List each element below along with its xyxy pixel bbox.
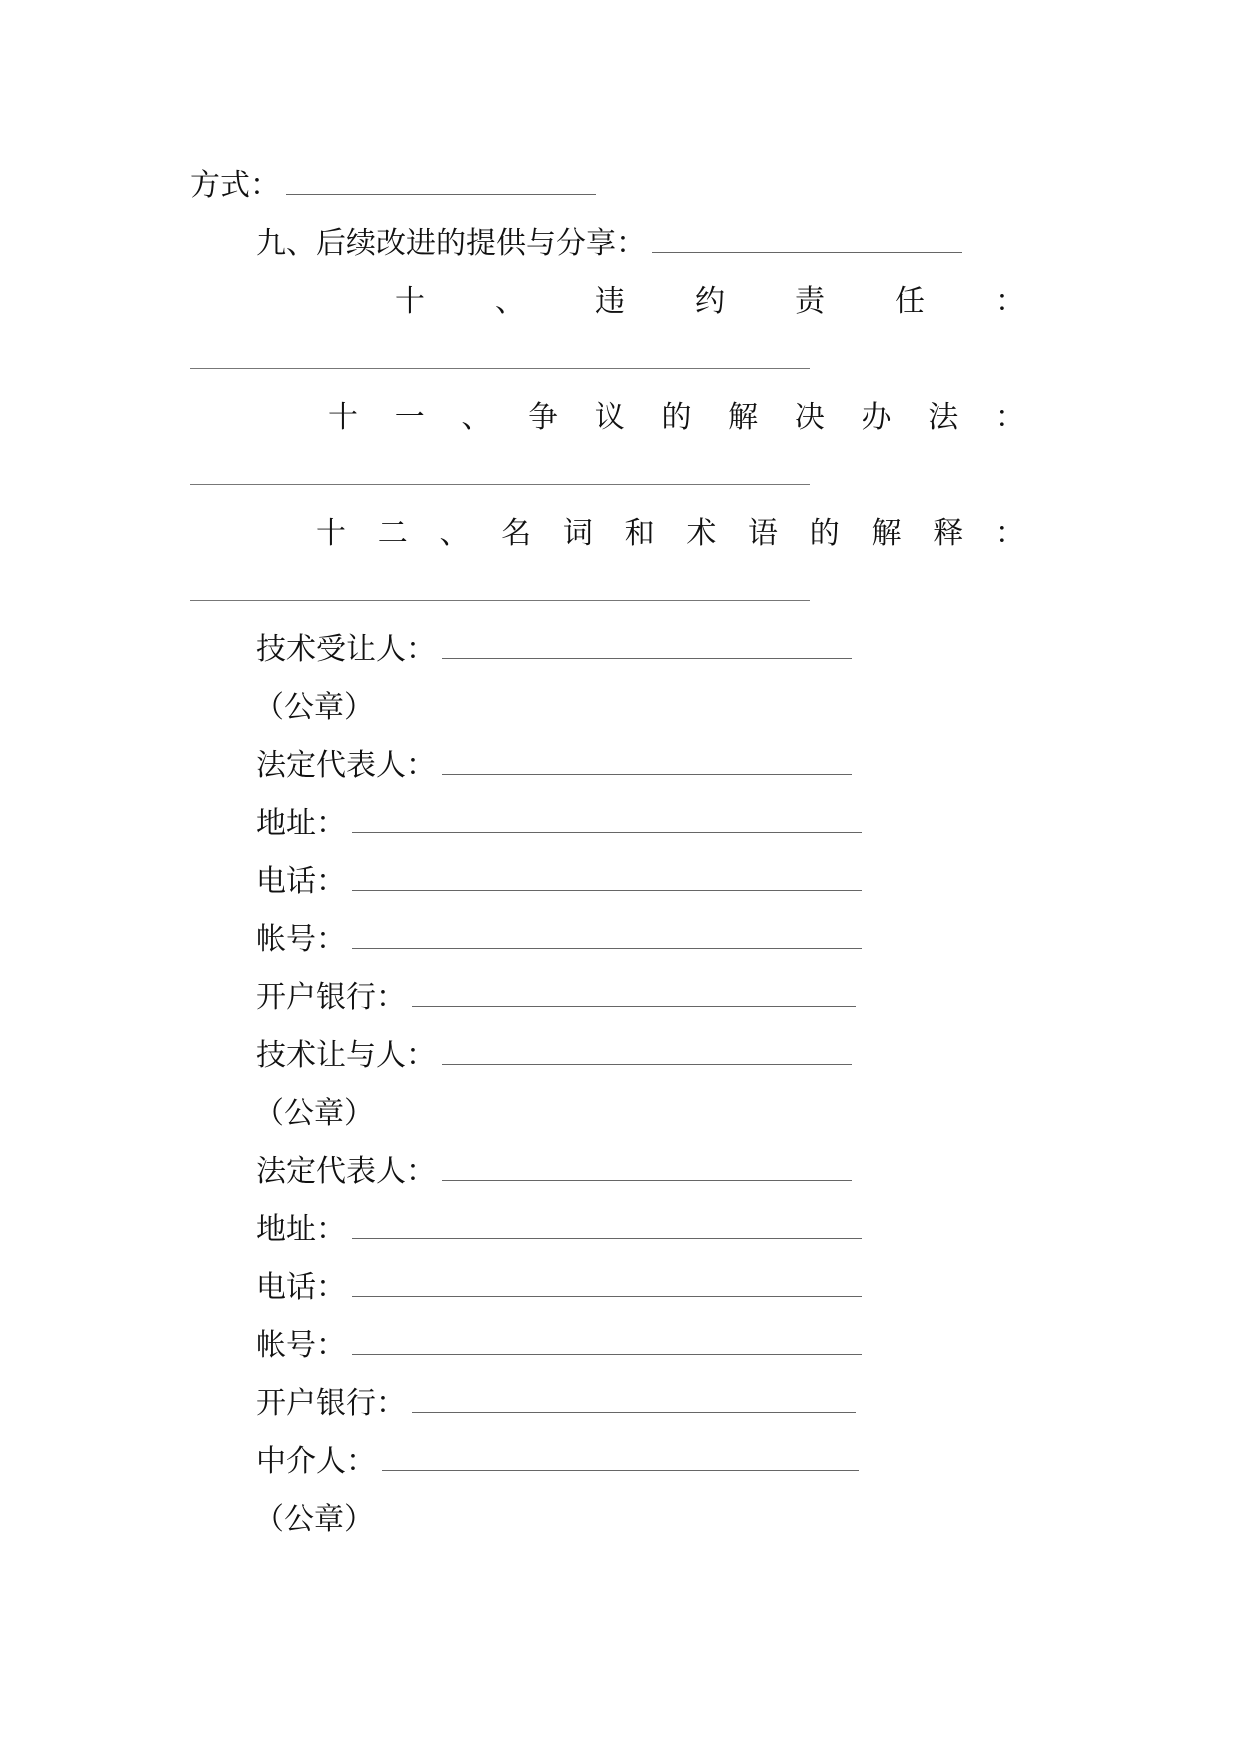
item12-char: 二 [377, 516, 408, 551]
item9-blank[interactable] [652, 230, 962, 253]
transferee-account-line [256, 920, 862, 960]
item12-char: 释 [933, 516, 964, 551]
transferor-bank-line [256, 1384, 856, 1424]
method-line [190, 166, 596, 206]
method-blank[interactable] [286, 172, 596, 195]
transferee-address-line [256, 804, 862, 844]
item10-char: 、 [495, 284, 525, 319]
intermediary-blank[interactable] [382, 1448, 859, 1471]
item11-char: 办 [861, 400, 892, 435]
item11-heading [328, 398, 1025, 438]
item12-char: 、 [439, 516, 470, 551]
item12-char: ： [994, 516, 1025, 551]
transferor-address-line [256, 1210, 862, 1250]
transferor-account-label: 帐号： [256, 1328, 346, 1363]
transferor-seal: （公章） [254, 1096, 374, 1131]
transferor-phone-line [256, 1268, 862, 1308]
item9-label: 九、后续改进的提供与分享： [256, 226, 646, 261]
transferee-line [256, 630, 852, 670]
item10-blank[interactable] [190, 368, 810, 369]
transferor-legal-rep-label: 法定代表人： [256, 1154, 436, 1189]
transferee-account-blank[interactable] [352, 926, 862, 949]
item10-char: 违 [595, 284, 625, 319]
item11-char: 争 [528, 400, 559, 435]
transferor-phone-label: 电话： [256, 1270, 346, 1305]
transferee-phone-line [256, 862, 862, 902]
transferor-account-blank[interactable] [352, 1332, 862, 1355]
intermediary-label: 中介人： [256, 1444, 376, 1479]
item10-char: ： [995, 284, 1025, 319]
transferee-legal-rep-blank[interactable] [442, 752, 852, 775]
transferee-legal-rep-line [256, 746, 852, 786]
item10-char: 约 [695, 284, 725, 319]
item11-char: 一 [394, 400, 425, 435]
item11-char: 议 [594, 400, 625, 435]
intermediary-line [256, 1442, 859, 1482]
transferee-phone-label: 电话： [256, 864, 346, 899]
transferee-bank-label: 开户银行： [256, 980, 406, 1015]
item12-char: 词 [562, 516, 593, 551]
item12-char: 解 [871, 516, 902, 551]
transferor-bank-label: 开户银行： [256, 1386, 406, 1421]
item11-char: 的 [661, 400, 692, 435]
item10-heading [395, 282, 1025, 322]
transferor-line [256, 1036, 852, 1076]
item9-line [256, 224, 962, 264]
transferor-legal-rep-line [256, 1152, 852, 1192]
transferor-blank[interactable] [442, 1042, 852, 1065]
item10-char: 责 [795, 284, 825, 319]
transferee-account-label: 帐号： [256, 922, 346, 957]
item12-blank[interactable] [190, 600, 810, 601]
item12-heading [316, 514, 1025, 554]
transferee-address-label: 地址： [256, 806, 346, 841]
item12-char: 和 [624, 516, 655, 551]
item11-char: 、 [461, 400, 492, 435]
transferor-address-blank[interactable] [352, 1216, 862, 1239]
item10-char: 十 [395, 284, 425, 319]
item10-char: 任 [895, 284, 925, 319]
intermediary-seal: （公章） [254, 1502, 374, 1537]
item12-char: 语 [748, 516, 779, 551]
transferee-bank-blank[interactable] [412, 984, 856, 1007]
transferor-account-line [256, 1326, 862, 1366]
item12-char: 的 [809, 516, 840, 551]
transferor-label: 技术让与人： [256, 1038, 436, 1073]
item11-char: 决 [794, 400, 825, 435]
transferee-phone-blank[interactable] [352, 868, 862, 891]
item11-char: 解 [728, 400, 759, 435]
item12-char: 名 [501, 516, 532, 551]
transferee-blank[interactable] [442, 636, 852, 659]
method-label: 方式： [190, 168, 280, 203]
item11-char: 十 [328, 400, 358, 435]
item12-char: 十 [316, 516, 346, 551]
transferee-bank-line [256, 978, 856, 1018]
item11-char: ： [994, 400, 1025, 435]
item11-blank[interactable] [190, 484, 810, 485]
transferee-address-blank[interactable] [352, 810, 862, 833]
transferee-legal-rep-label: 法定代表人： [256, 748, 436, 783]
transferor-bank-blank[interactable] [412, 1390, 856, 1413]
item12-char: 术 [686, 516, 717, 551]
transferor-legal-rep-blank[interactable] [442, 1158, 852, 1181]
transferee-seal: （公章） [254, 690, 374, 725]
item11-char: 法 [928, 400, 959, 435]
transferor-address-label: 地址： [256, 1212, 346, 1247]
transferor-phone-blank[interactable] [352, 1274, 862, 1297]
transferee-label: 技术受让人： [256, 632, 436, 667]
